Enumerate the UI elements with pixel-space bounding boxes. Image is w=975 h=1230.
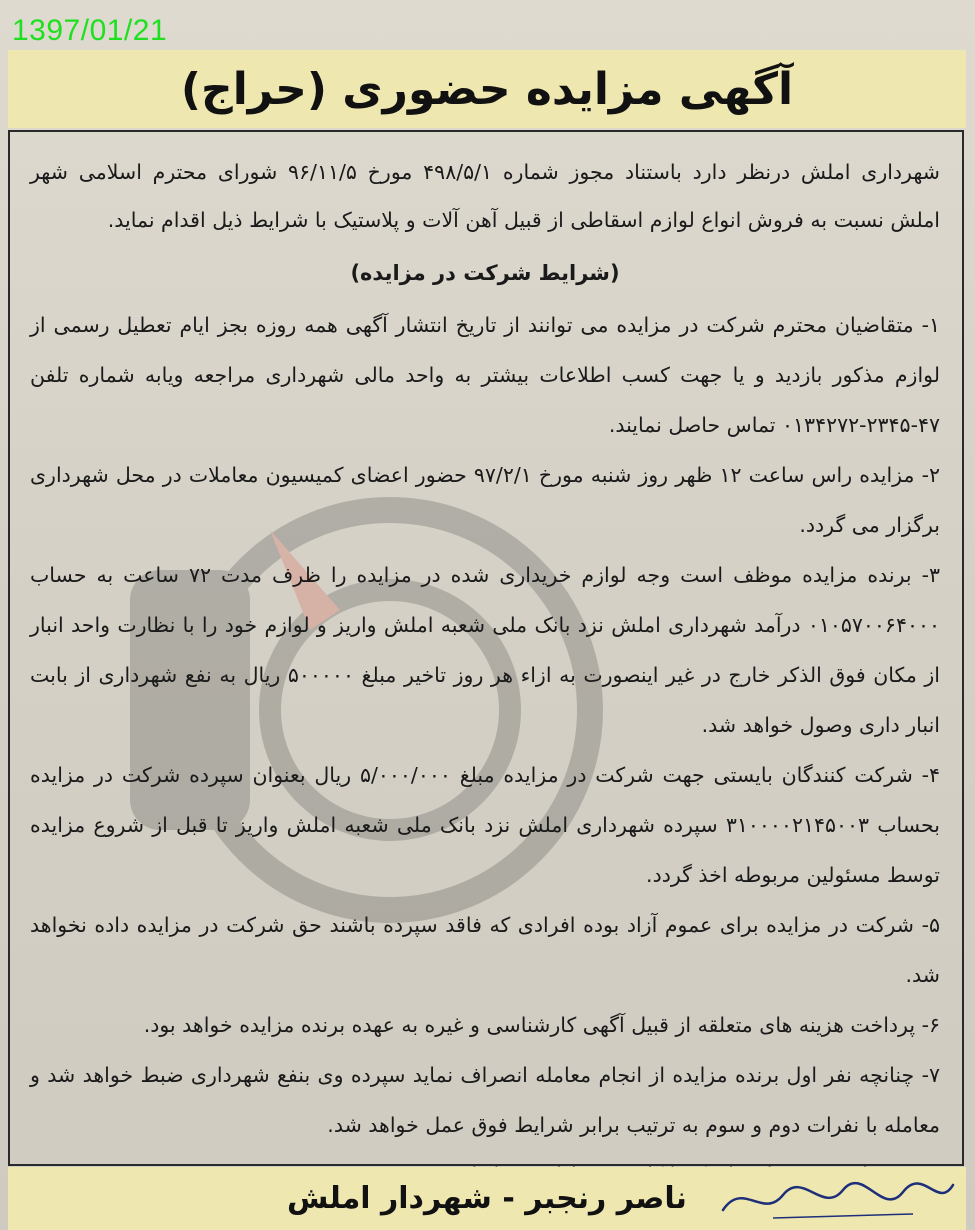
condition-1: ۱- متقاضیان محترم شرکت در مزایده می توانند از تاریخ انتشار آگهی همه روزه بجز ایام تعطیل رسمی از لوازم مذکور بازدید و یا جهت کسب اطلاعات بیشتر به واحد مالی شهرداری مراجعه ویابه شماره تلفن ۴۷-۲۳۴۵-۰۱۳۴۲۷۲ تماس حاصل نمایند. [30,313,940,437]
conditions-heading: (شرایط شرکت در مزایده) [350,261,620,285]
document-body [30,148,940,1200]
document-title: آگهی مزایده حضوری (حراج) [180,63,794,115]
condition-6: ۶- پرداخت هزینه های متعلقه از قبیل آگهی کارشناسی و غیره به عهده برنده مزایده خواهد بود. [143,1013,940,1037]
condition-5: ۵- شرکت در مزایده برای عموم آزاد بوده افرادی که فاقد سپرده باشند حق شرکت در مزایده داده نخواهد شد. [30,913,940,987]
signature-line: ناصر رنجبر - شهردار املش [287,1181,687,1216]
date-stamp: 1397/01/21 [12,14,168,47]
condition-2: ۲- مزایده راس ساعت ۱۲ ظهر روز شنبه مورخ ۹۷/۲/۱ حضور اعضای کمیسیون معاملات در محل شهرداری برگزار می گردد. [30,463,941,537]
condition-4: ۴- شرکت کنندگان بایستی جهت شرکت در مزایده مبلغ ۵/۰۰۰/۰۰۰ ریال بعنوان سپرده شرکت در مزایده بحساب ۳۱۰۰۰۰۲۱۴۵۰۰۳ سپرده شهرداری املش نزد بانک ملی شعبه املش واریز تا قبل از شروع مزایده توسط مسئولین مربوطه اخذ گردد. [30,763,940,887]
condition-7: ۷- چنانچه نفر اول برنده مزایده از انجام معامله انصراف نماید سپرده وی بنفع شهرداری ضبط خواهد شد و معامله با نفرات دوم و سوم به ترتیب برابر شرایط فوق عمل خواهد شد. [30,1063,940,1137]
intro-paragraph: شهرداری املش درنظر دارد باستناد مجوز شماره ۴۹۸/۵/۱ مورخ ۹۶/۱۱/۵ شورای محترم اسلامی شهر املش نسبت به فروش انواع لوازم اسقاطی از قبیل آهن آلات و پلاستیک با شرایط ذیل اقدام نماید. [30,160,940,232]
condition-3: ۳- برنده مزایده موظف است وجه لوازم خریداری شده در مزایده را ظرف مدت ۷۲ ساعت به حساب ۰۱۰۵۷۰۰۶۴۰۰۰ درآمد شهرداری املش نزد بانک ملی شعبه املش واریز و لوازم خود را با نظارت واحد انبار از مکان فوق الذکر خارج در غیر اینصورت به ازاء هر روز تاخیر مبلغ ۵۰۰۰۰۰ ریال به نفع شهرداری از بابت انبار داری وصول خواهد شد. [30,563,940,737]
handwritten-note-icon [713,1170,963,1226]
title-band [8,50,966,128]
